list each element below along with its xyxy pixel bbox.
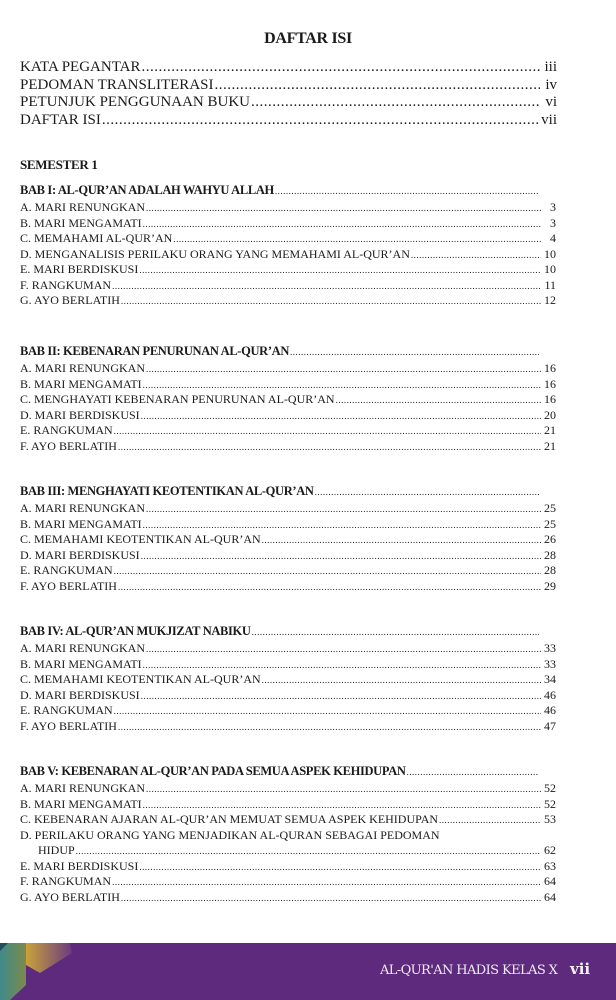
toc-entry-page: 3: [550, 200, 556, 214]
dot-leader: [315, 487, 539, 497]
toc-entry[interactable]: [20, 216, 556, 231]
toc-entry-label: E. RANGKUMAN: [20, 423, 113, 437]
toc-entry-page: 21: [544, 438, 556, 453]
toc-entry[interactable]: [20, 781, 556, 796]
toc-entry[interactable]: [20, 532, 556, 547]
toc-entry-page: 33: [544, 641, 556, 655]
toc-entry-label: D. MARI BERDISKUSI: [20, 547, 140, 562]
toc-entry-label: PEDOMAN TRANSLITERASI: [20, 77, 214, 93]
toc-entry-page: iii: [544, 59, 557, 75]
dot-leader: [112, 877, 541, 887]
toc-entry-label: G. AYO BERLATIH: [20, 889, 120, 904]
toc-entry-label: PETUNJUK PENGGUNAAN BUKU: [20, 94, 251, 110]
toc-entry-page: 10: [544, 246, 556, 261]
toc-entry-page: 63: [544, 858, 556, 873]
chapter-heading-label: BAB III: MENGHAYATI KEOTENTIKAN AL-QUR’AN: [20, 484, 314, 498]
toc-entry-page: iv: [545, 77, 557, 93]
toc-entry-label: B. MARI MENGAMATI: [20, 376, 142, 391]
dot-leader: [173, 234, 541, 244]
toc-entry[interactable]: [20, 563, 556, 578]
toc-entry-page: 11: [544, 277, 556, 292]
chapter-heading-label: BAB V: KEBENARAN AL-QUR’AN PADA SEMUA ASPEK KEHIDUPAN: [20, 764, 406, 778]
toc-entry[interactable]: [20, 247, 556, 262]
toc-entry-label: B. MARI MENGAMATI: [20, 516, 142, 531]
dot-leader: [146, 644, 541, 654]
dot-leader: [407, 767, 539, 777]
page-footer: [0, 943, 616, 1000]
toc-entry-label: F. AYO BERLATIH: [20, 578, 117, 593]
toc-entry[interactable]: [20, 200, 556, 215]
toc-entry-page: 4: [550, 231, 556, 245]
toc-entry-label: D. MARI BERDISKUSI: [20, 407, 140, 422]
toc-entry[interactable]: [20, 423, 556, 438]
toc-entry-label: C. KEBENARAN AJARAN AL-QUR’AN MEMUAT SEMUA ASPEK KEHIDUPAN: [20, 812, 439, 826]
toc-entry[interactable]: [20, 293, 556, 308]
toc-entry-page: 28: [544, 563, 556, 577]
toc-entry[interactable]: [20, 439, 556, 454]
dot-leader: [76, 846, 541, 856]
toc-entry[interactable]: [20, 797, 556, 812]
toc-entry-page: 47: [544, 718, 556, 733]
toc-entry-label: F. RANGKUMAN: [20, 874, 112, 888]
toc-entry-page: 64: [544, 889, 556, 904]
toc-entry-front[interactable]: [20, 94, 557, 111]
toc-entry-page: 21: [544, 423, 556, 437]
toc-entry-page: 46: [544, 687, 556, 702]
toc-entry[interactable]: [20, 657, 556, 672]
dot-leader: [411, 250, 541, 260]
toc-entry[interactable]: [20, 672, 556, 687]
toc-entry[interactable]: [20, 688, 556, 703]
toc-entry[interactable]: [38, 843, 556, 858]
toc-entry-label: E. MARI BERDISKUSI: [20, 262, 139, 276]
toc-entry-page: 64: [544, 874, 556, 888]
toc-entry-page: 16: [544, 376, 556, 391]
toc-entry-label: KATA PEGANTAR: [20, 59, 141, 75]
dot-leader: [252, 627, 539, 637]
dot-leader: [262, 675, 541, 685]
dot-leader: [290, 347, 539, 357]
toc-entry-label: D. MENGANALISIS PERILAKU ORANG YANG MEMAHAMI AL-QUR’AN: [20, 246, 410, 261]
toc-entry-page: 52: [544, 781, 556, 795]
toc-entry-label: G. AYO BERLATIH: [20, 293, 120, 307]
dot-leader: [262, 535, 541, 545]
dot-leader: [114, 566, 541, 576]
dot-leader: [102, 112, 540, 129]
dot-leader: [141, 691, 541, 701]
dot-leader: [139, 265, 541, 275]
toc-entry-label: A. MARI RENUNGKAN: [20, 501, 145, 515]
toc-entry-page: 25: [544, 516, 556, 531]
toc-entry[interactable]: [20, 501, 556, 516]
toc-entry[interactable]: [20, 361, 556, 376]
chapter-heading-label: BAB IV: AL-QUR’AN MUKJIZAT NABIKU: [20, 624, 251, 638]
toc-entry-page: 25: [544, 501, 556, 515]
toc-entry-label: F. RANGKUMAN: [20, 277, 112, 292]
toc-entry[interactable]: [20, 703, 556, 718]
toc-entry-page: vii: [541, 112, 557, 128]
dot-leader: [121, 296, 541, 306]
toc-entry-page: 20: [544, 407, 556, 422]
dot-leader: [112, 281, 541, 291]
chapter-heading[interactable]: [20, 624, 540, 639]
dot-leader: [143, 219, 541, 229]
toc-entry-label: E. MARI BERDISKUSI: [20, 858, 139, 873]
toc-entry[interactable]: [20, 579, 556, 594]
toc-entry-page: 26: [544, 532, 556, 546]
toc-entry-page: 16: [544, 361, 556, 375]
toc-entry-page: 29: [544, 578, 556, 593]
toc-entry-label: C. MEMAHAMI KEOTENTIKAN AL-QUR’AN: [20, 672, 261, 686]
dot-leader: [143, 520, 541, 530]
dot-leader: [146, 364, 541, 374]
dot-leader: [143, 800, 541, 810]
toc-entry[interactable]: [20, 377, 556, 392]
toc-entry-page: 10: [544, 262, 556, 276]
chapter-heading-label: BAB II: KEBENARAN PENURUNAN AL-QUR’AN: [20, 344, 290, 358]
toc-entry[interactable]: [20, 812, 556, 827]
dot-leader: [141, 411, 541, 421]
toc-entry-label: C. MENGHAYATI KEBENARAN PENURUNAN AL-QUR’AN: [20, 392, 335, 406]
toc-entry-page: 62: [544, 843, 556, 857]
toc-entry[interactable]: [20, 517, 556, 532]
toc-entry-label: F. AYO BERLATIH: [20, 718, 117, 733]
dot-leader: [114, 706, 541, 716]
toc-entry-label: A. MARI RENUNGKAN: [20, 361, 145, 375]
toc-entry-page: 3: [550, 215, 556, 230]
chapter-heading[interactable]: [20, 484, 540, 499]
toc-entry-page: 46: [544, 703, 556, 717]
dot-leader: [139, 862, 541, 872]
dot-leader: [118, 722, 541, 732]
toc-entry-label: F. AYO BERLATIH: [20, 438, 117, 453]
toc-entry[interactable]: [20, 874, 556, 889]
toc-entry[interactable]: [20, 262, 556, 277]
toc-entry-label: B. MARI MENGAMATI: [20, 796, 142, 811]
decorative-hexagon-icon: [0, 943, 80, 1000]
dot-leader: [143, 380, 541, 390]
toc-entry-page: 16: [544, 392, 556, 406]
dot-leader: [251, 94, 540, 111]
dot-leader: [143, 660, 541, 670]
dot-leader: [118, 442, 541, 452]
toc-entry-label: DAFTAR ISI: [20, 112, 101, 128]
toc-entry-page: 34: [544, 672, 556, 686]
toc-entry-label: E. RANGKUMAN: [20, 563, 113, 577]
toc-entry-label: A. MARI RENUNGKAN: [20, 200, 145, 214]
dot-leader: [142, 59, 540, 76]
page-title: DAFTAR ISI: [264, 30, 352, 47]
toc-entry-label: E. RANGKUMAN: [20, 703, 113, 717]
dot-leader: [439, 815, 541, 825]
toc-entry[interactable]: [20, 392, 556, 407]
chapter-heading[interactable]: [20, 344, 540, 359]
toc-entry-label: C. MEMAHAMI KEOTENTIKAN AL-QUR’AN: [20, 532, 261, 546]
toc-entry[interactable]: [20, 641, 556, 656]
footer-page-number: vii: [570, 960, 591, 978]
toc-entry-page: 12: [544, 293, 556, 307]
toc-entry-continuation: HIDUP: [38, 843, 75, 857]
dot-leader: [121, 893, 541, 903]
dot-leader: [118, 582, 541, 592]
toc-entry-label: B. MARI MENGAMATI: [20, 656, 142, 671]
dot-leader: [214, 77, 540, 94]
toc-entry-page: 33: [544, 656, 556, 671]
toc-entry[interactable]: [20, 719, 556, 734]
toc-entry[interactable]: [20, 278, 556, 293]
toc-entry-label[interactable]: D. PERILAKU ORANG YANG MENJADIKAN AL-QURAN SEBAGAI PEDOMAN: [20, 827, 440, 842]
toc-entry-front[interactable]: [20, 59, 557, 76]
chapter-heading[interactable]: [20, 764, 540, 779]
toc-entry[interactable]: [20, 548, 556, 563]
toc-entry-label: D. MARI BERDISKUSI: [20, 687, 140, 702]
dot-leader: [114, 426, 541, 436]
toc-entry-front[interactable]: [20, 112, 557, 129]
chapter-heading[interactable]: [20, 183, 540, 198]
toc-entry[interactable]: [20, 890, 556, 905]
semester-heading: SEMESTER 1: [20, 157, 98, 172]
toc-entry-label: C. MEMAHAMI AL-QUR’AN: [20, 231, 173, 245]
toc-entry[interactable]: [20, 408, 556, 423]
dot-leader: [146, 504, 541, 514]
toc-entry-page: 52: [544, 796, 556, 811]
toc-entry-label: A. MARI RENUNGKAN: [20, 781, 145, 795]
chapter-heading-label: BAB I: AL-QUR’AN ADALAH WAHYU ALLAH: [20, 183, 274, 197]
toc-entry-page: vi: [545, 94, 557, 110]
toc-entry-page: 28: [544, 547, 556, 562]
dot-leader: [275, 186, 539, 196]
toc-entry-label: B. MARI MENGAMATI: [20, 215, 142, 230]
toc-entry[interactable]: [20, 859, 556, 874]
toc-entry[interactable]: [20, 231, 556, 246]
toc-entry-front[interactable]: [20, 77, 557, 94]
toc-entry-page: 53: [544, 812, 556, 826]
dot-leader: [141, 551, 541, 561]
dot-leader: [146, 784, 541, 794]
dot-leader: [146, 203, 541, 213]
footer-book-title: AL-QUR'AN HADIS KELAS X: [380, 963, 558, 978]
toc-entry-label: A. MARI RENUNGKAN: [20, 641, 145, 655]
dot-leader: [336, 395, 541, 405]
